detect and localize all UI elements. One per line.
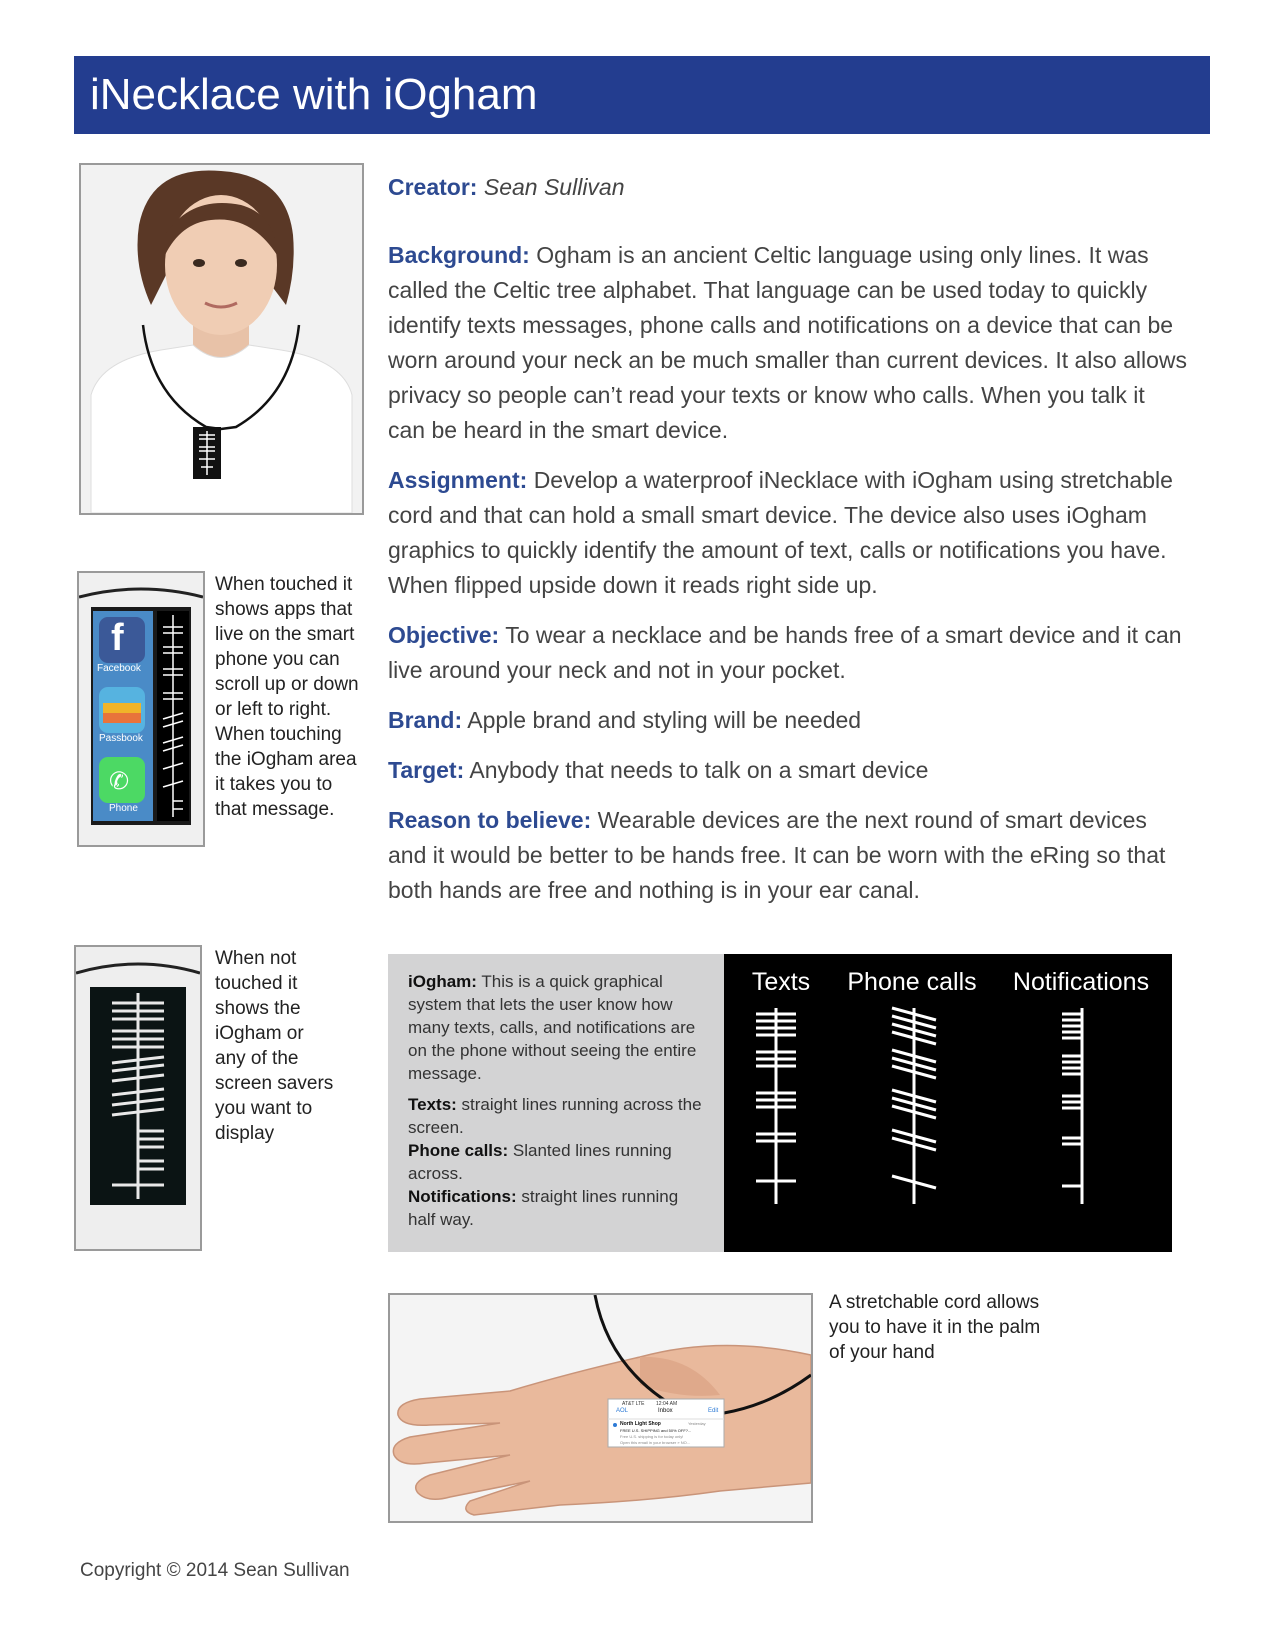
screen-back-link: AOL [616, 1408, 629, 1414]
phone-calls-heading: Phone calls [847, 968, 977, 996]
screen-sender: North Light Shop [620, 1421, 661, 1427]
iogham-intro [408, 970, 710, 1085]
calls-desc-label: Phone calls: [408, 1141, 509, 1160]
texts-ogham-icon [756, 1008, 796, 1204]
target-label: Target: [388, 757, 465, 783]
page-title: iNecklace with iOgham [74, 56, 1210, 134]
creator-name: Sean Sullivan [483, 174, 625, 200]
hand-illustration [390, 1295, 811, 1521]
reason-section [388, 803, 1188, 908]
ogham-device-illustration [76, 947, 200, 1249]
device-ogham-photo [74, 945, 202, 1251]
brand-label: Brand: [388, 707, 463, 733]
notifications-ogham-icon [1062, 1008, 1082, 1204]
screen-subject: FREE U.S. SHIPPING and 50% OFF?... [620, 1428, 692, 1433]
portrait-photo [79, 163, 364, 515]
device-apps-photo [77, 571, 205, 847]
texts-description [408, 1093, 710, 1139]
not-touched-caption: When not touched it shows the iOgham or any of the screen savers you want to display [215, 948, 334, 1144]
iogham-info-box [388, 954, 724, 1252]
assignment-section [388, 463, 1188, 603]
apps-device-illustration [79, 573, 203, 845]
hand-photo [388, 1293, 813, 1523]
reason-label: Reason to believe: [388, 807, 592, 833]
brand-section [388, 703, 1188, 738]
ogham-symbols [724, 954, 1172, 1252]
phone-label: Phone [109, 803, 138, 814]
ogham-symbol-panel [724, 954, 1172, 1252]
calls-desc-text: Slanted lines running across. [408, 1141, 672, 1183]
iogham-intro-label: iOgham: [408, 972, 477, 991]
target-section [388, 753, 1188, 788]
phone-calls-ogham-icon [892, 1008, 936, 1204]
notif-desc-label: Notifications: [408, 1187, 517, 1206]
facebook-label: Facebook [97, 663, 141, 674]
notif-desc-text: straight lines running half way. [408, 1187, 679, 1229]
creator-label: Creator: [388, 174, 478, 200]
phone-icon: ✆ [109, 768, 130, 795]
objective-label: Objective: [388, 622, 500, 648]
copyright-text: Copyright © 2014 Sean Sullivan [80, 1560, 350, 1581]
screen-preview-1: Free U.S. shipping is for today only! [620, 1434, 684, 1439]
reason-text: Wearable devices are the next round of smart devices and it would be better to be hands free. It can be worn with the eRing so that both hands are free and nothing is in your ear canal. [388, 807, 1166, 903]
texts-heading: Texts [751, 968, 811, 996]
background-text: Ogham is an ancient Celtic language using only lines. It was called the Celtic tree alphabet. That language can be used today to quickly identify texts messages, phone calls and notifications on a device that can be worn around your neck an be much smaller than current devices. It also allows privacy so people can’t read your texts or know who calls. When you talk it can be heard in the smart device. [388, 242, 1188, 443]
background-label: Background: [388, 242, 530, 268]
calls-description [408, 1139, 710, 1185]
main-text [388, 170, 1188, 908]
facebook-icon: f [111, 617, 124, 659]
notifications-heading: Notifications [1012, 968, 1150, 996]
target-text: Anybody that needs to talk on a smart device [469, 757, 929, 783]
screen-edit: Edit [708, 1408, 719, 1414]
screen-time: 12:04 AM [656, 1401, 678, 1407]
assignment-label: Assignment: [388, 467, 528, 493]
creator-section [388, 170, 1188, 205]
notifications-description [408, 1185, 710, 1231]
screen-date: Yesterday [688, 1421, 706, 1426]
iogham-intro-text: This is a quick graphical system that lets the user know how many texts, calls, and notifications are on the phone without seeing the entire message. [408, 972, 697, 1083]
screen-title: Inbox [658, 1408, 673, 1414]
objective-text: To wear a necklace and be hands free of a smart device and it can live around your neck and not in your pocket. [388, 622, 1182, 683]
touched-caption: When touched it shows apps that live on the smart phone you can scroll up or down or left to right. When touching the iOgham area it takes you to that message. [215, 574, 359, 820]
screen-carrier: AT&T LTE [622, 1401, 645, 1407]
cord-caption: A stretchable cord allows you to have it in the palm of your hand [829, 1292, 1041, 1363]
woman-illustration [81, 165, 362, 513]
texts-desc-text: straight lines running across the screen. [408, 1095, 702, 1137]
assignment-text: Develop a waterproof iNecklace with iOgham using stretchable cord and that can hold a small smart device. The device also uses iOgham graphics to quickly identify the amount of text, calls or notifications you have. When flipped upside down it reads right side up. [388, 467, 1173, 598]
passbook-label: Passbook [99, 733, 143, 744]
screen-preview-2: Open this email in your browser » NO... [620, 1440, 691, 1445]
objective-section [388, 618, 1188, 688]
brand-text: Apple brand and styling will be needed [467, 707, 862, 733]
texts-desc-label: Texts: [408, 1095, 457, 1114]
background-section [388, 238, 1188, 448]
